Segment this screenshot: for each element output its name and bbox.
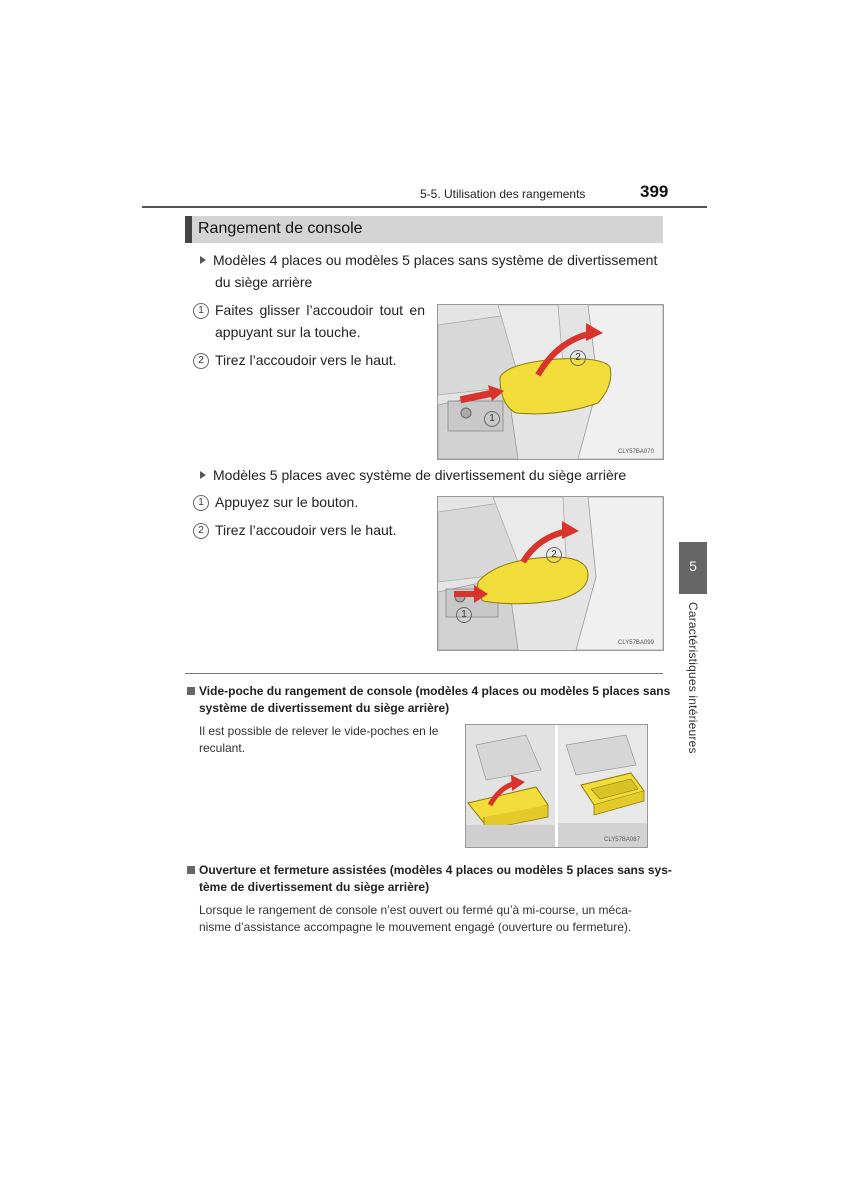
illus-callout-1: 1 [484, 411, 500, 427]
illus-callout-2: 2 [570, 350, 586, 366]
illus-code: CLY57BA070 [618, 449, 654, 455]
block1-intro-line2: du siège arrière [215, 274, 313, 290]
chapter-tab [679, 542, 707, 594]
note2-title-line1: Ouverture et fermeture assistées (modèles 4 places ou modèles 5 places sans sys- [199, 863, 672, 877]
block1-intro-line1: Modèles 4 places ou modèles 5 places sans système de divertissement [213, 252, 658, 268]
chapter-label: Caractéristiques intérieures [686, 602, 700, 754]
block2-step1: Appuyez sur le bouton. [215, 494, 359, 510]
block1-step1-line2: appuyant sur la touche. [215, 324, 361, 340]
step-number-badge: 1 [193, 495, 209, 511]
block2-intro-text: Modèles 5 places avec système de divertissement du siège arrière [213, 467, 627, 483]
armrest-drawing-1 [438, 305, 663, 459]
tray-illustration [465, 724, 648, 848]
tray-drawing [466, 725, 647, 847]
section-heading-text: Rangement de console [198, 220, 363, 237]
chapter-tab-number: 5 [689, 558, 697, 574]
section-heading [185, 216, 663, 243]
note1-title-line2: système de divertissement du siège arrière) [199, 701, 450, 715]
armrest-drawing-2 [438, 497, 663, 650]
heading-accent [185, 216, 192, 243]
block1-intro [200, 249, 657, 271]
note2-title-line2: tème de divertissement du siège arrière) [199, 880, 430, 894]
square-bullet-icon [187, 687, 195, 695]
block2-intro [200, 464, 626, 486]
illus-code: CLY57BA099 [618, 640, 654, 646]
block1-step1 [215, 299, 425, 343]
note2-title [187, 862, 672, 879]
block1-step1-line1: Faites glisser l’accoudoir tout en [215, 302, 425, 318]
illus-code: CLY57BA087 [604, 837, 640, 843]
note2-body-line1: Lorsque le rangement de console n’est ouvert ou fermé qu’à mi-course, un méca- [199, 903, 632, 917]
step-number-badge: 1 [193, 303, 209, 319]
block2-step2: Tirez l’accoudoir vers le haut. [215, 522, 397, 538]
armrest-illustration-2 [437, 496, 664, 651]
square-bullet-icon [187, 866, 195, 874]
block1-step2: Tirez l’accoudoir vers le haut. [215, 352, 397, 368]
note1-body-line1: Il est possible de relever le vide-poches en le [199, 724, 439, 738]
note1-title [187, 683, 670, 700]
page-number: 399 [640, 182, 669, 201]
header-rule [142, 206, 707, 208]
note1-body-line2: reculant. [199, 741, 246, 755]
step-number-badge: 2 [193, 523, 209, 539]
note-separator [185, 673, 663, 674]
note2-body-line2: nisme d’assistance accompagne le mouvement engagé (ouverture ou fermeture). [199, 920, 632, 934]
triangle-bullet-icon [200, 471, 206, 479]
triangle-bullet-icon [200, 256, 206, 264]
illus-callout-1: 1 [456, 607, 472, 623]
illus-callout-2: 2 [546, 547, 562, 563]
running-header-section: 5-5. Utilisation des rangements [420, 187, 586, 201]
step-number-badge: 2 [193, 353, 209, 369]
armrest-illustration-1 [437, 304, 664, 460]
note1-title-line1: Vide-poche du rangement de console (modèles 4 places ou modèles 5 places sans [199, 684, 671, 698]
